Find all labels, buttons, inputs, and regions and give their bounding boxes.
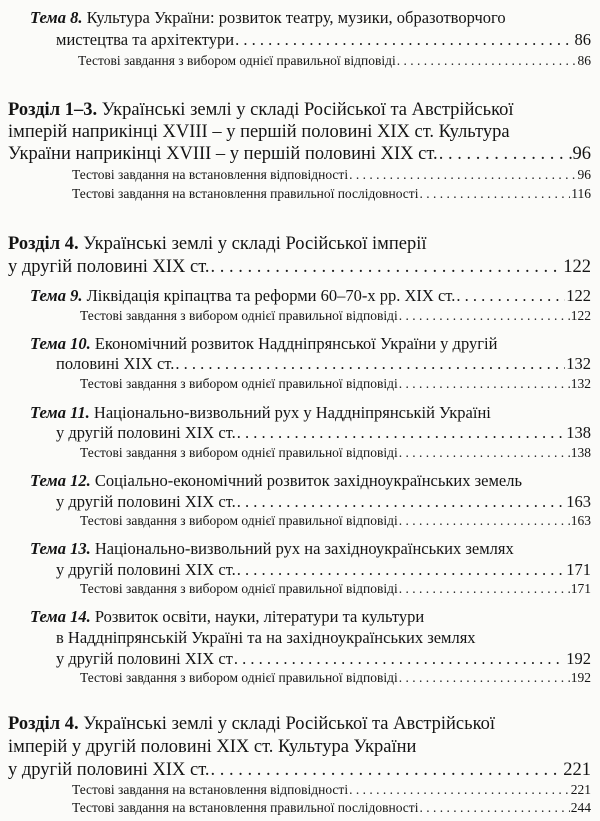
page-number: 138: [570, 445, 591, 460]
entry-prefix: Розділ 1–3.: [8, 100, 98, 120]
test-title: Тестові завдання на встановлення правильної послідовності: [72, 186, 419, 201]
test-title: Тестові завдання на встановлення відповідності: [72, 167, 349, 182]
page-number: 163: [570, 513, 591, 528]
entry-title-line: Економічний розвиток Наддніпрянської України у другій: [94, 334, 498, 353]
entry-title-line: у другій половині XIX ст.: [56, 492, 236, 511]
dot-leader: [399, 376, 570, 392]
page-number: 192: [570, 670, 591, 685]
page-number: 163: [566, 492, 591, 511]
dot-leader: [399, 308, 570, 324]
dot-leader: [175, 354, 565, 374]
entry-prefix: Тема 11.: [30, 403, 90, 422]
entry-prefix: Тема 14.: [30, 607, 91, 626]
page-number: 96: [577, 167, 591, 182]
page-number: 244: [570, 800, 591, 815]
dot-leader: [211, 257, 563, 278]
entry-title-line: Розвиток освіти, науки, літератури та культури: [94, 607, 425, 626]
dot-leader: [234, 649, 565, 669]
entry-prefix: Тема 9.: [30, 286, 83, 305]
entry-title-line: у другій половині XIX ст.: [8, 760, 210, 780]
page-number: 122: [563, 257, 591, 277]
dot-leader: [397, 53, 577, 69]
entry-title-line: Українські землі у складі Російської та Австрійської: [83, 714, 496, 734]
entry-title-line: у другій половині XIX ст.: [56, 423, 236, 442]
dot-leader: [349, 782, 570, 798]
dot-leader: [456, 286, 565, 306]
page-number: 221: [563, 760, 591, 780]
page-number: 171: [566, 560, 591, 579]
page-number: 221: [570, 782, 591, 797]
dot-leader: [237, 423, 566, 443]
dot-leader: [399, 513, 570, 529]
dot-leader: [211, 760, 563, 781]
page-number: 116: [571, 186, 591, 201]
test-title: Тестові завдання з вибором однієї правильної відповіді: [80, 376, 398, 391]
dot-leader: [399, 445, 570, 461]
entry-title-line: у другій половині XIX ст: [56, 649, 233, 668]
entry-prefix: Тема 10.: [30, 334, 91, 353]
test-title: Тестові завдання з вибором однієї правильної відповіді: [78, 53, 396, 68]
dot-leader: [349, 167, 576, 183]
entry-prefix: Тема 13.: [30, 539, 91, 558]
entry-title-line: половині XIX ст.: [56, 354, 175, 373]
entry-title-line: у другій половині XIX ст.: [56, 560, 236, 579]
test-title: Тестові завдання з вибором однієї правильної відповіді: [80, 445, 398, 460]
entry-prefix: Тема 8.: [30, 8, 83, 27]
page-number: 132: [566, 354, 591, 373]
entry-title-line: Ліквідація кріпацтва та реформи 60–70-х рр. XIX ст.: [86, 286, 456, 305]
entry-prefix: Розділ 4.: [8, 714, 79, 734]
entry-title-line: в Наддніпрянській Україні та на західноукраїнських землях: [56, 628, 476, 647]
entry-title-line: у другій половині XIX ст.: [8, 257, 210, 277]
page-number: 122: [566, 286, 591, 305]
test-title: Тестові завдання з вибором однієї правильної відповіді: [80, 581, 398, 596]
entry-title-line: України наприкінці XVIII – у першій половині XIX ст.: [8, 144, 438, 164]
page-number: 96: [572, 144, 591, 164]
dot-leader: [237, 492, 566, 512]
page-number: 171: [570, 581, 591, 596]
test-title: Тестові завдання з вибором однієї правильної відповіді: [80, 308, 398, 323]
test-title: Тестові завдання з вибором однієї правильної відповіді: [80, 670, 398, 685]
entry-title-line: Українські землі у складі Російської імперії: [83, 234, 427, 254]
page-number: 122: [570, 308, 591, 323]
dot-leader: [399, 670, 570, 686]
page-number: 132: [570, 376, 591, 391]
dot-leader: [237, 560, 566, 580]
dot-leader: [419, 186, 570, 202]
entry-title-line: Національно-визвольний рух на західноукраїнських землях: [94, 539, 514, 558]
entry-title-line: мистецтва та архітектури: [56, 30, 235, 49]
page-number: 86: [574, 30, 591, 49]
entry-title-line: Соціально-економічний розвиток західноукраїнських земель: [94, 471, 522, 490]
entry-title-line: імперій наприкінці XVIII – у першій половині XIX ст. Культура: [8, 122, 510, 142]
dot-leader: [235, 30, 573, 50]
entry-title-line: імперій у другій половині XIX ст. Культура України: [8, 737, 417, 757]
entry-title-line: Національно-визвольний рух у Наддніпрянській Україні: [93, 403, 491, 422]
entry-title-line: Українські землі у складі Російської та Австрійської: [101, 100, 514, 120]
test-title: Тестові завдання на встановлення відповідності: [72, 782, 349, 797]
entry-prefix: Тема 12.: [30, 471, 91, 490]
dot-leader: [419, 800, 569, 816]
dot-leader: [399, 581, 570, 597]
page-number: 86: [577, 53, 591, 68]
test-title: Тестові завдання з вибором однієї правильної відповіді: [80, 513, 398, 528]
entry-title-line: Культура України: розвиток театру, музики, образотворчого: [86, 8, 506, 27]
test-title: Тестові завдання на встановлення правильної послідовності: [72, 800, 419, 815]
page-number: 192: [566, 649, 591, 668]
dot-leader: [439, 144, 572, 165]
entry-prefix: Розділ 4.: [8, 234, 79, 254]
page-number: 138: [566, 423, 591, 442]
